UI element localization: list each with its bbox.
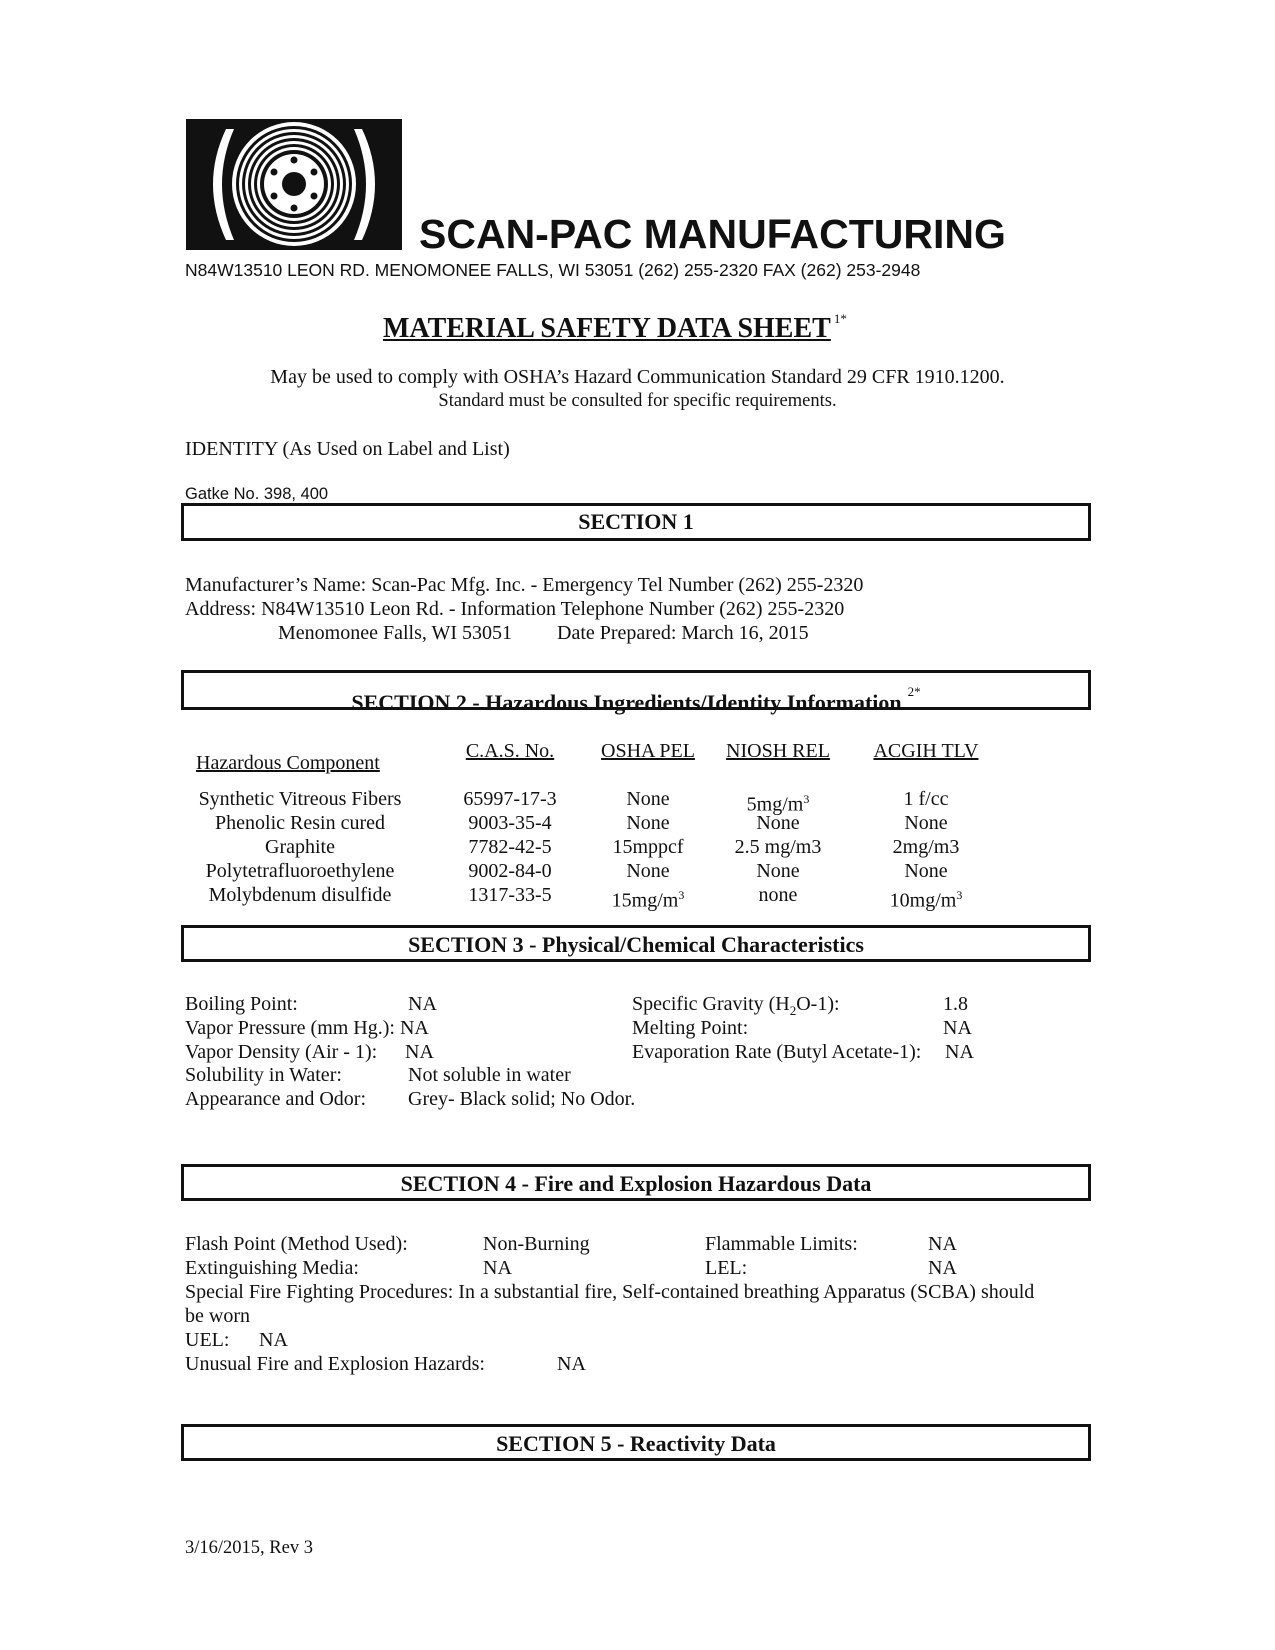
section-4-title: SECTION 4 - Fire and Explosion Hazardous Data <box>400 1171 872 1196</box>
cell-acgih-tlv-text: 2mg/m3 <box>892 836 960 858</box>
flash-point-value: Non-Burning <box>483 1233 590 1255</box>
cell-cas <box>440 811 580 835</box>
unusual-hazards-label: Unusual Fire and Explosion Hazards: <box>185 1353 485 1375</box>
cell-acgih-tlv-text: None <box>904 860 948 882</box>
manufacturer-line: Manufacturer’s Name: Scan-Pac Mfg. Inc. - Emergency Tel Number (262) 255-2320 <box>185 574 864 596</box>
sg-label-pre: Specific Gravity (H <box>632 993 790 1015</box>
appearance-label: Appearance and Odor: <box>185 1088 367 1110</box>
cell-niosh-rel-text: None <box>756 860 800 882</box>
col-header-acgih: ACGIH TLV <box>873 740 979 762</box>
compliance-line-2: Standard must be consulted for specific requirements. <box>438 391 837 411</box>
section-3-title: SECTION 3 - Physical/Chemical Characteristics <box>408 932 864 957</box>
identity-label: IDENTITY (As Used on Label and List) <box>185 438 510 460</box>
cell-acgih-tlv-text: None <box>904 812 948 834</box>
unusual-hazards-value: NA <box>557 1353 586 1375</box>
cell-niosh-rel <box>708 811 848 835</box>
cell-cas <box>440 787 580 811</box>
cell-component-text: Graphite <box>265 836 335 858</box>
col-header-niosh: NIOSH REL <box>726 740 830 762</box>
cell-osha-pel-superscript: 3 <box>678 888 685 902</box>
solubility-label: Solubility in Water: <box>185 1064 342 1086</box>
cell-cas-text: 9003-35-4 <box>468 812 552 834</box>
cell-acgih-tlv-superscript: 3 <box>956 888 963 902</box>
col-header-component: Hazardous Component <box>196 752 380 774</box>
cell-acgih-tlv <box>856 835 996 859</box>
uel-value: NA <box>259 1329 288 1351</box>
melting-point-value: NA <box>943 1017 972 1039</box>
cell-osha-pel <box>578 811 718 835</box>
cell-niosh-rel-superscript: 3 <box>803 792 810 806</box>
document-title <box>383 302 847 346</box>
special-procedures-line-1: Special Fire Fighting Procedures: In a substantial fire, Self-contained breathing Apparatus (SCBA) should <box>185 1281 1035 1303</box>
extinguishing-media-value: NA <box>483 1257 512 1279</box>
address-line: Address: N84W13510 Leon Rd. - Information Telephone Number (262) 255-2320 <box>185 598 845 620</box>
cell-cas <box>440 835 580 859</box>
cell-component-text: Phenolic Resin cured <box>215 812 385 834</box>
vapor-density-label: Vapor Density (Air - 1): <box>185 1041 378 1063</box>
uel-label: UEL: <box>185 1329 230 1351</box>
cell-component-text: Molybdenum disulfide <box>208 884 392 906</box>
cell-cas-text: 9002-84-0 <box>468 860 552 882</box>
boiling-point-label: Boiling Point: <box>185 993 298 1015</box>
cell-component <box>160 787 440 811</box>
cell-osha-pel-text: None <box>626 812 670 834</box>
special-procedures-line-2: be worn <box>185 1305 250 1327</box>
cell-component-text: Polytetrafluoroethylene <box>205 860 395 882</box>
flash-point-label: Flash Point (Method Used): <box>185 1233 408 1255</box>
vapor-density-value: NA <box>405 1041 434 1063</box>
section-5-header <box>181 1424 1091 1461</box>
company-logo <box>186 119 402 250</box>
lel-value: NA <box>928 1257 957 1279</box>
cell-component <box>160 811 440 835</box>
evaporation-rate-value: NA <box>945 1041 974 1063</box>
identity-value: Gatke No. 398, 400 <box>185 485 329 503</box>
cell-acgih-tlv <box>856 883 996 913</box>
cell-niosh-rel-text: 5mg/m <box>746 793 804 816</box>
cell-acgih-tlv <box>856 859 996 883</box>
section-3-header <box>181 925 1091 962</box>
section-2-footnote: 2* <box>907 684 921 699</box>
cell-niosh-rel <box>708 859 848 883</box>
boiling-point-value: NA <box>408 993 437 1015</box>
section-5-title: SECTION 5 - Reactivity Data <box>496 1431 776 1456</box>
specific-gravity-value: 1.8 <box>943 993 968 1015</box>
vapor-pressure: Vapor Pressure (mm Hg.): NA <box>185 1017 429 1039</box>
cell-cas-text: 1317-33-5 <box>468 884 552 906</box>
cell-osha-pel-text: None <box>626 860 670 882</box>
cell-acgih-tlv-text: 10mg/m <box>889 889 957 912</box>
cell-niosh-rel-text: None <box>756 812 800 834</box>
cell-osha-pel-text: None <box>626 788 670 810</box>
cell-component <box>160 859 440 883</box>
cell-component <box>160 835 440 859</box>
cell-acgih-tlv <box>856 787 996 811</box>
document-title-text: MATERIAL SAFETY DATA SHEET <box>383 313 831 344</box>
section-1-title: SECTION 1 <box>578 509 694 534</box>
extinguishing-media-label: Extinguishing Media: <box>185 1257 359 1279</box>
col-header-osha: OSHA PEL <box>601 740 695 762</box>
cell-acgih-tlv-text: 1 f/cc <box>903 788 949 810</box>
cell-acgih-tlv <box>856 811 996 835</box>
cell-osha-pel <box>578 835 718 859</box>
company-address: N84W13510 LEON RD. MENOMONEE FALLS, WI 53051 (262) 255-2320 FAX (262) 253-2948 <box>185 260 921 280</box>
cell-osha-pel <box>578 859 718 883</box>
sg-label-sub: 2 <box>789 1003 797 1018</box>
cell-niosh-rel <box>708 835 848 859</box>
section-2-title: SECTION 2 - Hazardous Ingredients/Identity Information <box>351 690 902 715</box>
cell-component <box>160 883 440 907</box>
date-prepared: Date Prepared: March 16, 2015 <box>557 622 809 644</box>
title-footnote: 1* <box>833 311 847 326</box>
cell-osha-pel <box>578 883 718 913</box>
company-name: SCAN-PAC MANUFACTURING <box>419 211 1006 257</box>
compliance-line-1: May be used to comply with OSHA’s Hazard Communication Standard 29 CFR 1910.1200. <box>270 366 1005 388</box>
melting-point-label: Melting Point: <box>632 1017 749 1039</box>
flammable-limits-value: NA <box>928 1233 957 1255</box>
cell-cas-text: 65997-17-3 <box>463 788 557 810</box>
revision-footer: 3/16/2015, Rev 3 <box>185 1538 313 1558</box>
cell-osha-pel <box>578 787 718 811</box>
cell-osha-pel-text: 15mg/m <box>611 889 679 912</box>
evaporation-rate-label: Evaporation Rate (Butyl Acetate-1): <box>632 1041 922 1063</box>
cell-niosh-rel <box>708 883 848 907</box>
cell-niosh-rel-text: none <box>758 884 798 906</box>
cell-osha-pel-text: 15mppcf <box>612 836 684 858</box>
cell-niosh-rel-text: 2.5 mg/m3 <box>734 836 822 858</box>
section-1-header <box>181 503 1091 541</box>
cell-cas <box>440 859 580 883</box>
cell-cas <box>440 883 580 907</box>
city-line: Menomonee Falls, WI 53051 <box>278 622 513 644</box>
appearance-value: Grey- Black solid; No Odor. <box>408 1088 636 1110</box>
section-4-header <box>181 1164 1091 1201</box>
cell-cas-text: 7782-42-5 <box>468 836 552 858</box>
section-2-header <box>181 670 1091 715</box>
col-header-cas: C.A.S. No. <box>465 740 555 762</box>
cell-component-text: Synthetic Vitreous Fibers <box>198 788 402 810</box>
flammable-limits-label: Flammable Limits: <box>705 1233 858 1255</box>
lel-label: LEL: <box>705 1257 748 1279</box>
sg-label-post: O-1): <box>796 993 840 1015</box>
solubility-value: Not soluble in water <box>408 1064 571 1086</box>
